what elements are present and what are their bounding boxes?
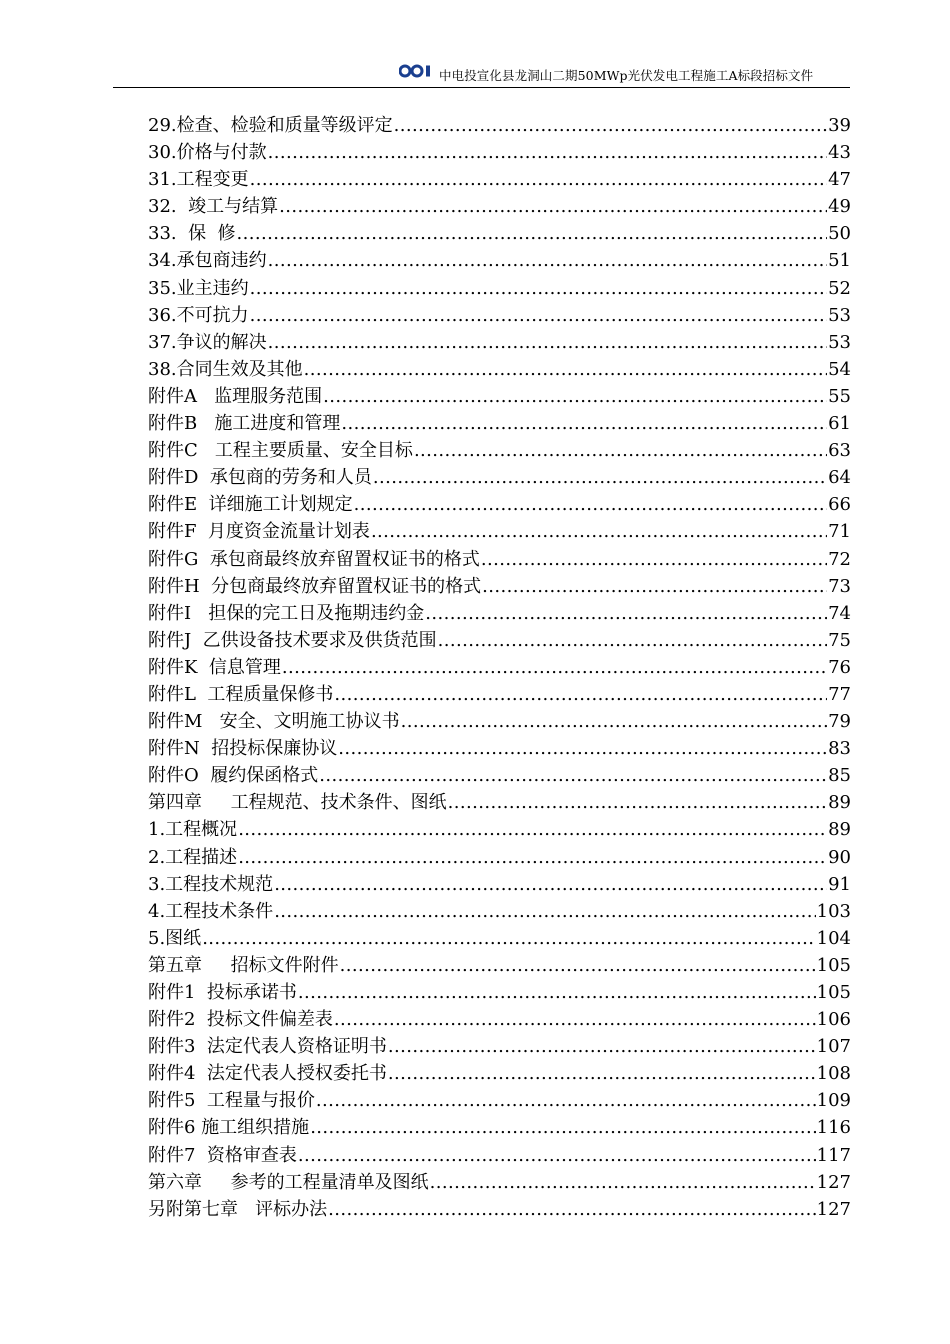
toc-entry[interactable] [148,952,851,979]
toc-entry-page-number: 39 [828,115,851,136]
toc-entry[interactable] [148,356,851,383]
toc-entry-title: 附件D 承包商的劳务和人员 [148,467,372,489]
toc-entry-page-number: 49 [828,196,851,218]
dot-leader [316,1087,816,1114]
toc-entry[interactable] [148,220,851,247]
toc-entry-page-number: 61 [828,413,851,435]
toc-entry[interactable] [148,871,851,898]
dot-leader [323,383,827,410]
toc-entry[interactable] [148,735,851,762]
toc-entry-title: 附件F 月度资金流量计划表 [148,521,370,543]
dot-leader [338,735,827,762]
toc-entry-page-number: 117 [816,1144,851,1166]
toc-entry[interactable] [148,600,851,627]
toc-entry-page-number: 43 [828,142,851,164]
toc-entry-title: 附件7 资格审查表 [148,1144,297,1166]
toc-entry-page-number: 74 [828,602,851,624]
toc-entry-page-number: 127 [816,1198,851,1220]
toc-entry-page-number: 107 [816,1036,851,1058]
dot-leader [319,762,827,789]
toc-entry-title: 第六章 参考的工程量清单及图纸 [148,1171,429,1193]
toc-entry-title: 第四章 工程规范、技术条件、图纸 [148,792,447,814]
dot-leader [282,654,827,681]
toc-entry[interactable] [148,275,851,302]
toc-entry-page-number: 79 [828,711,851,733]
toc-entry-page-number: 89 [828,792,851,814]
toc-entry-page-number: 55 [828,385,851,407]
toc-entry-page-number: 127 [816,1171,851,1193]
toc-entry[interactable] [148,1196,851,1223]
toc-entry-page-number: 108 [816,1063,851,1085]
toc-entry[interactable] [148,681,851,708]
toc-entry[interactable] [148,654,851,681]
toc-entry-title: 第五章 招标文件附件 [148,954,339,976]
toc-entry-page-number: 85 [828,765,851,787]
toc-entry[interactable] [148,166,851,193]
toc-entry-title: 附件M 安全、文明施工协议书 [148,711,400,733]
toc-entry-title: 3.工程技术规范 [148,873,274,895]
dot-leader [371,518,827,545]
toc-entry[interactable] [148,708,851,735]
dot-leader [373,464,827,491]
toc-entry[interactable] [148,898,851,925]
toc-entry-title: 附件2 投标文件偏差表 [148,1009,333,1031]
toc-entry-page-number: 52 [828,277,851,299]
dot-leader [334,681,827,708]
toc-entry-page-number: 73 [828,575,851,597]
dot-leader [298,1142,816,1169]
toc-entry-page-number: 63 [828,440,851,462]
toc-entry-page-number: 105 [816,982,851,1003]
toc-entry-title: 31.工程变更 [148,169,249,191]
toc-entry[interactable] [148,1169,851,1196]
dot-leader [388,1033,816,1060]
toc-entry-page-number: 103 [816,900,851,922]
dot-leader [238,816,827,843]
dot-leader [268,247,827,274]
dot-leader [237,220,828,247]
dot-leader [414,437,827,464]
cpi-logo-icon [399,64,435,78]
toc-entry-title: 5.图纸 [148,927,202,949]
toc-entry[interactable] [148,546,851,573]
toc-entry[interactable] [148,329,851,356]
dot-leader [354,491,828,518]
toc-entry-page-number: 50 [828,223,851,245]
dot-leader [334,1006,816,1033]
toc-entry-page-number: 77 [828,683,851,705]
toc-entry[interactable] [148,1087,851,1114]
toc-entry[interactable] [148,789,851,816]
toc-entry-page-number: 106 [816,1009,851,1031]
toc-entry-title: 附件K 信息管理 [148,656,281,678]
toc-entry[interactable] [148,247,851,274]
toc-entry-page-number: 116 [816,1117,851,1139]
toc-entry[interactable] [148,1142,851,1169]
toc-entry-title: 附件6 施工组织措施 [148,1117,310,1139]
toc-entry-title: 29.检查、检验和质量等级评定 [148,115,393,136]
toc-entry-page-number: 76 [828,656,851,678]
toc-entry[interactable] [148,1060,851,1087]
toc-entry[interactable] [148,762,851,789]
toc-entry-title: 4.工程技术条件 [148,900,274,922]
dot-leader [202,925,815,952]
toc-entry[interactable] [148,464,851,491]
dot-leader [394,112,827,139]
toc-entry-title: 另附第七章 评标办法 [148,1198,328,1220]
toc-entry-title: 附件C 工程主要质量、安全目标 [148,440,413,462]
toc-entry-page-number: 53 [828,304,851,326]
toc-entry-page-number: 83 [828,738,851,760]
dot-leader [250,166,827,193]
toc-entry-title: 附件1 投标承诺书 [148,982,297,1003]
toc-entry[interactable] [148,573,851,600]
toc-entry-title: 36.不可抗力 [148,304,249,326]
dot-leader [328,1196,815,1223]
toc-entry[interactable] [148,139,851,166]
table-of-contents [148,112,851,1223]
toc-entry[interactable] [148,1114,851,1141]
toc-entry-page-number: 89 [828,819,851,841]
dot-leader [448,789,827,816]
toc-entry-page-number: 71 [828,521,851,543]
dot-leader [250,302,827,329]
toc-entry[interactable] [148,437,851,464]
toc-entry-title: 附件5 工程量与报价 [148,1090,315,1112]
toc-entry-page-number: 109 [816,1090,851,1112]
toc-entry[interactable] [148,112,851,139]
toc-entry-title: 附件J 乙供设备技术要求及供货范围 [148,629,437,651]
dot-leader [341,410,827,437]
dot-leader [274,898,815,925]
dot-leader [438,627,827,654]
toc-entry[interactable] [148,302,851,329]
toc-entry-title: 附件A 监理服务范围 [148,385,323,407]
toc-entry-title: 附件I 担保的完工日及拖期违约金 [148,602,425,624]
toc-entry-page-number: 90 [828,846,851,868]
toc-entry-title: 附件E 详细施工计划规定 [148,494,353,516]
toc-entry-title: 附件N 招投标保廉协议 [148,738,338,760]
page-header [113,60,850,88]
toc-entry-page-number: 72 [828,548,851,570]
toc-entry-title: 35.业主违约 [148,277,249,299]
toc-entry-title: 34.承包商违约 [148,250,267,272]
dot-leader [425,600,827,627]
dot-leader [401,708,827,735]
toc-entry-title: 附件B 施工进度和管理 [148,413,341,435]
toc-entry[interactable] [148,491,851,518]
dot-leader [310,1114,815,1141]
dot-leader [250,275,827,302]
dot-leader [304,356,827,383]
toc-entry[interactable] [148,816,851,843]
toc-entry-page-number: 91 [828,873,851,895]
toc-entry[interactable] [148,1033,851,1060]
dot-leader [388,1060,816,1087]
toc-entry-title: 附件G 承包商最终放弃留置权证书的格式 [148,548,480,570]
toc-entry-page-number: 64 [828,467,851,489]
toc-entry-title: 附件O 履约保函格式 [148,765,319,787]
toc-entry[interactable] [148,518,851,545]
dot-leader [274,871,827,898]
toc-entry[interactable] [148,1006,851,1033]
toc-entry[interactable] [148,844,851,871]
dot-leader [268,329,827,356]
dot-leader [340,952,816,979]
toc-entry-title: 37.争议的解决 [148,331,267,353]
toc-entry-page-number: 66 [828,494,851,516]
toc-entry[interactable] [148,925,851,952]
toc-entry-title: 附件3 法定代表人资格证明书 [148,1036,387,1058]
toc-entry-title: 38.合同生效及其他 [148,358,303,380]
toc-entry-title: 附件L 工程质量保修书 [148,683,334,705]
toc-entry-page-number: 51 [828,250,851,272]
toc-entry-title: 33. 保 修 [148,223,236,245]
dot-leader [430,1169,816,1196]
toc-entry-page-number: 75 [828,629,851,651]
toc-entry[interactable] [148,979,851,1006]
toc-entry-page-number: 47 [828,169,851,191]
dot-leader [279,193,827,220]
toc-entry-title: 2.工程描述 [148,846,238,868]
toc-entry-page-number: 105 [816,954,851,976]
toc-entry-title: 附件4 法定代表人授权委托书 [148,1063,387,1085]
dot-leader [481,546,827,573]
toc-entry-title: 1.工程概况 [148,819,238,841]
dot-leader [268,139,827,166]
toc-entry[interactable] [148,410,851,437]
dot-leader [482,573,827,600]
toc-entry-page-number: 54 [828,358,851,380]
toc-entry-title: 30.价格与付款 [148,142,267,164]
toc-entry-page-number: 53 [828,331,851,353]
toc-entry-page-number: 104 [816,927,851,949]
dot-leader [298,979,816,1006]
toc-entry-title: 附件H 分包商最终放弃留置权证书的格式 [148,575,482,597]
toc-entry-title: 32. 竣工与结算 [148,196,279,218]
toc-entry[interactable] [148,383,851,410]
dot-leader [238,844,827,871]
document-title: 中电投宣化县龙洞山二期50MWp光伏发电工程施工A标段招标文件 [439,68,814,83]
toc-entry[interactable] [148,627,851,654]
toc-entry[interactable] [148,193,851,220]
